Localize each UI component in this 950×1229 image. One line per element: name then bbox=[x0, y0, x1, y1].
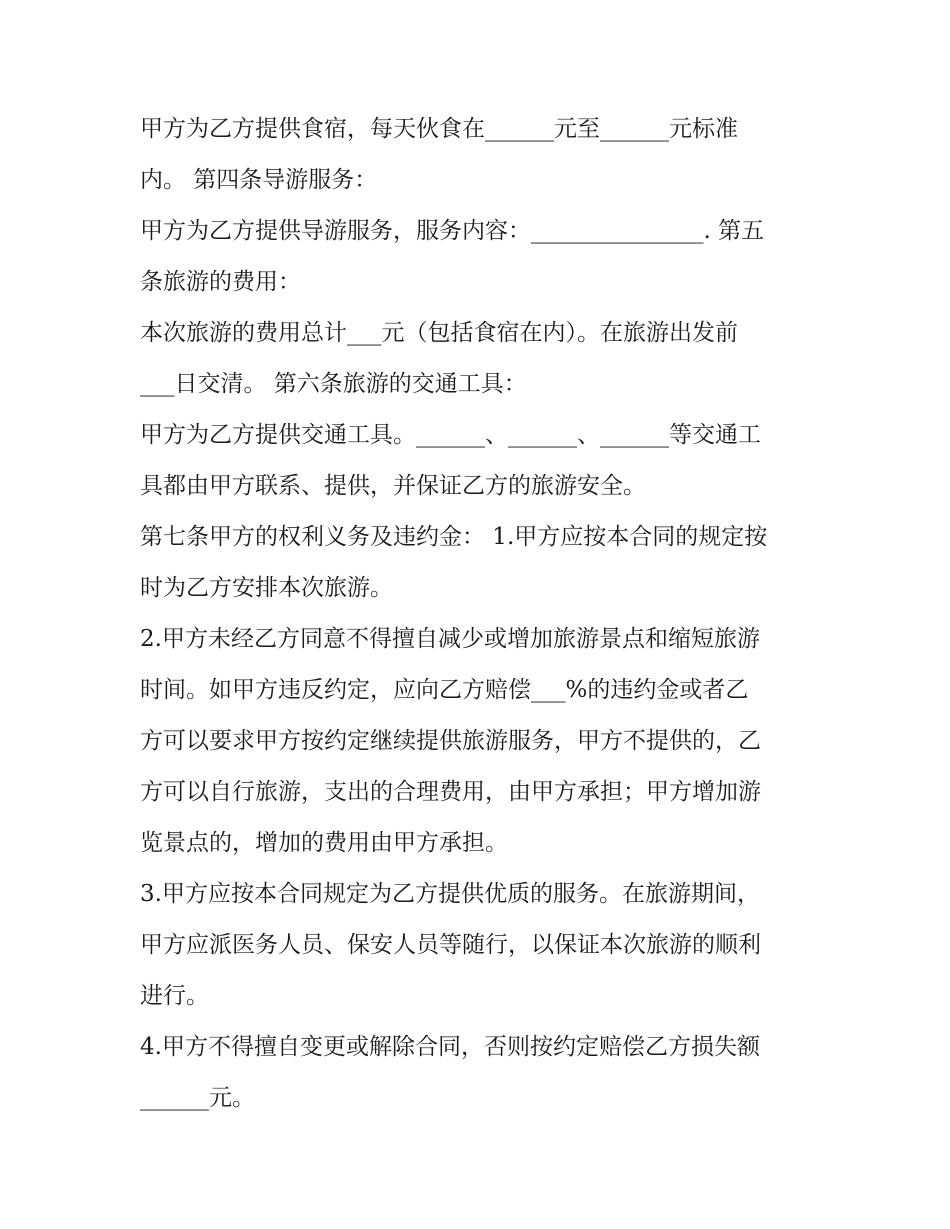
text-line: 甲方为乙方提供交通工具。______、______、______等交通工 bbox=[140, 422, 761, 448]
text-line: 时为乙方安排本次旅游。 bbox=[140, 575, 393, 601]
text-line: 进行。 bbox=[140, 983, 209, 1009]
text-line: 本次旅游的费用总计___元（包括食宿在内）。在旅游出发前 bbox=[140, 320, 738, 346]
text-line: ___日交清。 第六条旅游的交通工具： bbox=[140, 371, 527, 397]
paragraph-meals bbox=[140, 104, 820, 206]
paragraph-guide-service bbox=[140, 206, 820, 308]
text-line: 览景点的，增加的费用由甲方承担。 bbox=[140, 830, 508, 856]
text-line: 4.甲方不得擅自变更或解除合同，否则按约定赔偿乙方损失额 bbox=[140, 1034, 760, 1060]
paragraph-article-7-item-2 bbox=[140, 614, 820, 869]
text-line: 2.甲方未经乙方同意不得擅自减少或增加旅游景点和缩短旅游 bbox=[140, 626, 760, 652]
text-line: 条旅游的费用： bbox=[140, 269, 301, 295]
text-line: 甲方应派医务人员、保安人员等随行，以保证本次旅游的顺利 bbox=[140, 932, 761, 958]
paragraph-article-7-item-1 bbox=[140, 512, 820, 614]
text-line: 3.甲方应按本合同规定为乙方提供优质的服务。在旅游期间， bbox=[140, 881, 760, 907]
text-line: 具都由甲方联系、提供，并保证乙方的旅游安全。 bbox=[140, 473, 646, 499]
text-line: 内。 第四条导游服务： bbox=[140, 167, 378, 193]
text-line: 甲方为乙方提供导游服务，服务内容：_______________. 第五 bbox=[140, 218, 765, 244]
text-line: 第七条甲方的权利义务及违约金： 1.甲方应按本合同的规定按 bbox=[140, 524, 768, 550]
paragraph-article-7-item-3 bbox=[140, 869, 820, 1022]
paragraph-article-7-item-4 bbox=[140, 1022, 820, 1124]
text-line: 甲方为乙方提供食宿，每天伙食在______元至______元标准 bbox=[140, 116, 738, 142]
paragraph-transport bbox=[140, 410, 820, 512]
text-line: 时间。如甲方违反约定，应向乙方赔偿___%的违约金或者乙 bbox=[140, 677, 749, 703]
paragraph-fees bbox=[140, 308, 820, 410]
text-line: ______元。 bbox=[140, 1085, 255, 1111]
text-line: 方可以要求甲方按约定继续提供旅游服务，甲方不提供的，乙 bbox=[140, 728, 761, 754]
document-body bbox=[140, 104, 820, 1124]
text-line: 方可以自行旅游，支出的合理费用，由甲方承担；甲方增加游 bbox=[140, 779, 761, 805]
